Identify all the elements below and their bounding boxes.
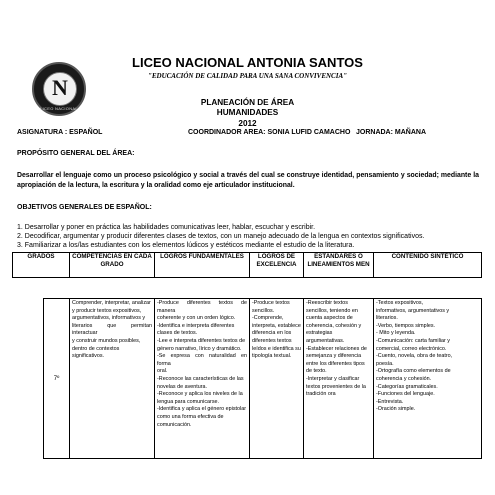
cell-line: argumentativas.	[306, 337, 345, 344]
cell-line: argumentativos, informativos y	[72, 315, 146, 322]
shift-label: JORNADA: MAÑANA	[356, 129, 426, 136]
cell-line: interpreta, establece	[252, 322, 301, 329]
objectives-list	[17, 223, 487, 250]
header-grados: GRADOS	[13, 253, 70, 278]
cell-line: Comprender, interpretar, analizar	[72, 300, 151, 306]
objectives-heading: OBJETIVOS GENERALES DE ESPAÑOL:	[17, 204, 152, 211]
header-logros-fundamentales: LOGROS FUNDAMENTALES	[155, 253, 250, 278]
plan-table-header	[12, 252, 482, 278]
cell-line: poesía.	[376, 360, 394, 367]
cell-line: coherencia y cohesión.	[376, 375, 432, 382]
cell-line: -Se expresa con naturalidad en forma	[157, 353, 247, 367]
cell-line: textos provenientes de la	[306, 383, 366, 390]
cell-line: -Reconoce y aplica los niveles de la	[157, 391, 243, 398]
cell-line: - Mito y leyenda.	[376, 330, 416, 337]
cell-line: de texto.	[306, 368, 327, 375]
cell-line: -Textos expositivos,	[376, 300, 424, 306]
cell-line: -Entrevista.	[376, 398, 404, 405]
cell-line: novelas de aventura.	[157, 383, 208, 390]
header-competencias: COMPETENCIAS EN CADA GRADO	[70, 253, 155, 278]
grade-cell: 7º	[44, 299, 70, 459]
objective-item: 1. Desarrollar y poner en práctica las habilidades comunicativas leer, hablar, escuchar y escribir.	[17, 224, 316, 231]
cell-line: -Reescribir textos	[306, 300, 348, 306]
cell-line: semejanza y diferencia	[306, 353, 362, 360]
estandares-cell	[304, 299, 374, 459]
cell-line: cuenta aspectos de	[306, 315, 353, 322]
cell-line: tradición ora	[306, 391, 336, 398]
logo-ring-text: LICEO NACIONAL	[40, 106, 78, 111]
purpose-text: Desarrollar el lenguaje como un proceso psicológico y social a través del cual se construye identidad, pensamiento y sociedad; mediante la apropiación de la lectura, la escritura y la oralidad como eje articulador institucional.	[17, 172, 479, 189]
cell-line: y construir mundos posibles,	[72, 337, 141, 344]
competencias-cell	[70, 299, 155, 459]
cell-line: lengua para comunicarse.	[157, 398, 220, 405]
cell-line: -Identifica y aplica el género epistolar	[157, 406, 246, 413]
cell-line: clases de textos.	[157, 330, 198, 337]
cell-line: estrategias	[306, 330, 333, 337]
school-name: LICEO NACIONAL ANTONIA SANTOS	[132, 55, 363, 70]
cell-line: -Oración simple.	[376, 406, 416, 413]
objective-item: 2. Decodificar, argumentar y producir diferentes clases de textos, con un manejo adecuado de la lengua en contextos significativos.	[17, 233, 425, 240]
cell-line: literarios.	[376, 315, 398, 322]
purpose-heading: PROPÓSITO GENERAL DEL ÁREA:	[17, 150, 135, 157]
objective-item: 3. Familiarizar a los/las estudiantes con los elementos lúdicos y estéticos mediante el estudio de la literatura.	[17, 242, 355, 249]
header-logros-excelencia: LOGROS DE EXCELENCIA	[250, 253, 304, 278]
cell-line: -Produce diferentes textos de manera	[157, 300, 247, 314]
cell-line: coherencia, cohesión y	[306, 322, 362, 329]
cell-line: diferentes textos	[252, 337, 292, 344]
cell-line: -Lee e interpreta diferentes textos de	[157, 337, 246, 344]
coordinator-label: COORDINADOR AREA: SONIA LUFID CAMACHO	[188, 129, 351, 136]
cell-line: comunicación.	[157, 421, 192, 428]
cell-line: -Funciones del lenguaje.	[376, 391, 435, 398]
cell-line: significativos.	[72, 353, 105, 360]
header-estandares: ESTANDARES O LINEAMIENTOS MEN	[304, 253, 374, 278]
logros-cell	[155, 299, 250, 459]
cell-line: -Cuento, novela, obra de teatro,	[376, 353, 453, 360]
cell-line: informativos, argumentativos y	[376, 307, 450, 314]
cell-line: diferencia en los	[252, 330, 292, 337]
cell-line: como una forma efectiva de	[157, 413, 224, 420]
school-motto: "EDUCACIÓN DE CALIDAD PARA UNA SANA CONVIVENCIA"	[147, 72, 348, 80]
cell-line: -Produce textos	[252, 300, 290, 306]
logo-letter: N	[52, 75, 68, 100]
cell-line: -Ortografía como elementos de	[376, 368, 451, 375]
plan-year: 2012	[238, 119, 257, 128]
plan-area: HUMANIDADES	[216, 108, 279, 117]
cell-line: -Verbo, tiempos simples.	[376, 322, 436, 329]
cell-line: sencillos.	[252, 307, 275, 314]
cell-line: coherente y con un orden lógico.	[157, 315, 236, 322]
cell-line: entre los diferentes tipos	[306, 360, 365, 367]
contenido-cell	[374, 299, 482, 459]
cell-line: -Establecer relaciones de	[306, 345, 367, 352]
cell-line: sencillos, teniendo en	[306, 307, 358, 314]
cell-line: género narrativo, lírico y dramático.	[157, 345, 242, 352]
cell-line: comercial, correo electrónico.	[376, 345, 447, 352]
cell-line: -Comprende,	[252, 315, 284, 322]
header-contenido: CONTENIDO SINTÉTICO	[374, 253, 482, 278]
cell-line: -Categorías gramaticales.	[376, 383, 438, 390]
cell-line: -Interpretar y clasificar	[306, 375, 360, 382]
cell-line: -Reconoce las características de las	[157, 375, 244, 382]
cell-line: -Comunicación: carta familiar y	[376, 337, 450, 344]
cell-line: dentro de contextos	[72, 345, 120, 352]
cell-line: y producir textos expositivos,	[72, 307, 142, 314]
cell-line: tipología textual.	[252, 353, 292, 360]
cell-line: oral.	[157, 368, 168, 375]
cell-line: literarios que permitan interactuar	[72, 322, 152, 337]
excelencia-cell	[250, 299, 304, 459]
cell-line: leídos e identifica su	[252, 345, 301, 352]
plan-table-body	[43, 298, 482, 459]
plan-title: PLANEACIÓN DE ÁREA	[200, 98, 295, 107]
cell-line: -Identifica e interpreta diferentes	[157, 322, 235, 329]
subject-label: ASIGNATURA : ESPAÑOL	[17, 129, 103, 136]
